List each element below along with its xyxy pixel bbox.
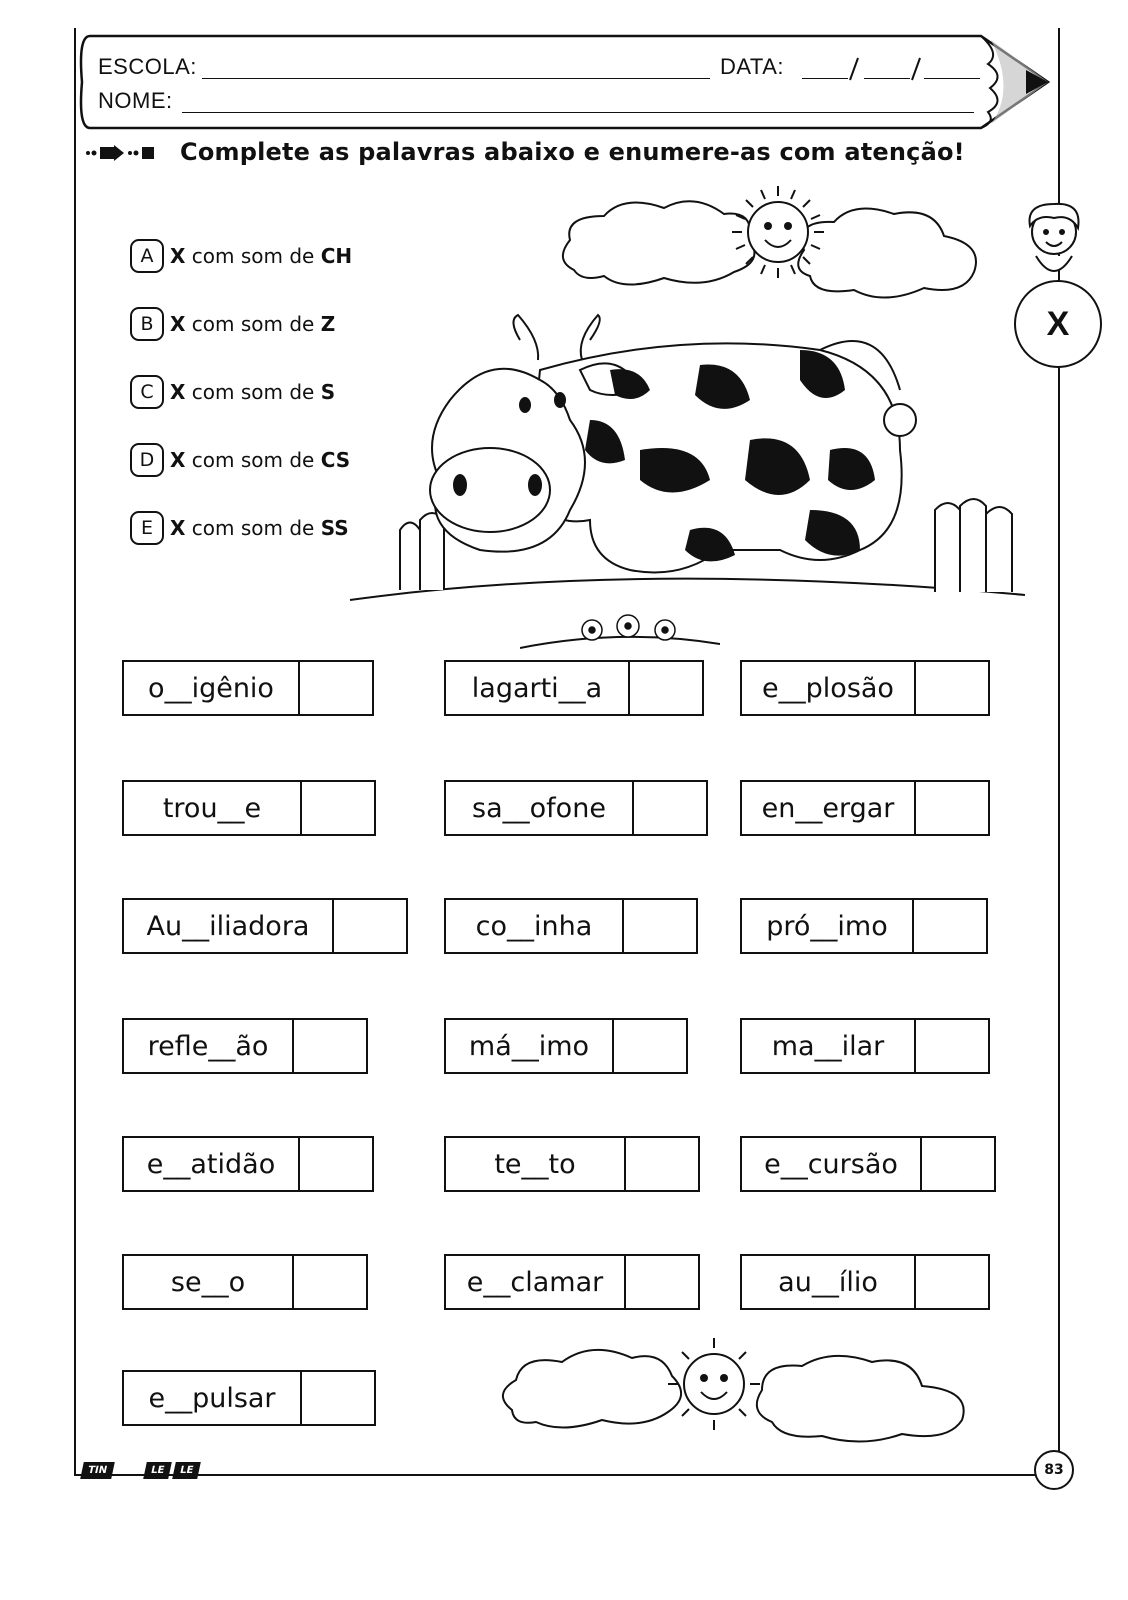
word-text: e__plosão [762,672,894,704]
answer-field[interactable] [300,1372,374,1424]
legend-sound: CS [320,448,351,472]
answer-field[interactable] [622,900,696,952]
word-box [740,1254,990,1310]
word-box [740,660,990,716]
word-text: refle__ão [147,1030,269,1062]
word-box [444,660,704,716]
legend-item-a [130,236,352,276]
arrow-bullet-icon [84,143,156,163]
legend-prefix: X [170,516,186,540]
school-label: ESCOLA: [98,54,197,79]
legend-prefix: X [170,448,186,472]
publisher-part: LE [172,1462,201,1479]
word-box [122,1018,368,1074]
word-box [740,780,990,836]
legend-phrase: com som de [191,380,315,404]
word-text: sa__ofone [472,792,606,824]
publisher-part: LE [143,1462,172,1479]
legend-letter: C [130,375,164,409]
answer-field[interactable] [332,900,406,952]
answer-field[interactable] [298,1138,372,1190]
answer-field[interactable] [632,782,706,834]
answer-field[interactable] [914,662,988,714]
answer-field[interactable] [292,1256,366,1308]
name-label: NOME: [98,88,173,113]
legend-prefix: X [170,380,186,404]
publisher-logo [82,1462,199,1479]
legend-letter: A [130,239,164,273]
legend-prefix: X [170,312,186,336]
legend-item-d [130,440,350,480]
answer-field[interactable] [914,1020,988,1072]
publisher-part: TIN [80,1462,115,1479]
word-text: e__clamar [466,1266,604,1298]
word-box [444,898,698,954]
answer-field[interactable] [624,1256,698,1308]
legend-item-b [130,304,335,344]
word-box [122,1136,374,1192]
answer-field[interactable] [914,1256,988,1308]
word-box [444,1136,700,1192]
word-text: pró__imo [766,910,888,942]
word-text: ma__ilar [771,1030,885,1062]
date-day-field[interactable] [802,78,848,79]
word-text: má__imo [468,1030,590,1062]
answer-field[interactable] [920,1138,994,1190]
legend-phrase: com som de [191,244,315,268]
legend-letter: E [130,511,164,545]
legend-sound: Z [320,312,336,336]
legend-sound: SS [320,516,349,540]
answer-field[interactable] [628,662,702,714]
word-box [444,1254,700,1310]
legend-item-e [130,508,349,548]
word-text: e__pulsar [148,1382,276,1414]
instruction-text: Complete as palavras abaixo e enumere-as com atenção! [180,138,965,166]
word-text: co__inha [475,910,593,942]
legend-item-c [130,372,335,412]
word-box [740,1018,990,1074]
word-text: e__cursão [764,1148,898,1180]
word-text: e__atidão [146,1148,276,1180]
word-box [122,660,374,716]
word-box [444,780,708,836]
word-text: lagarti__a [471,672,603,704]
legend-phrase: com som de [191,448,315,472]
flowers-illustration [520,608,720,652]
answer-field[interactable] [300,782,374,834]
word-box [444,1018,688,1074]
bottom-cloud-sun-illustration [492,1330,992,1450]
word-box [740,1136,996,1192]
word-box [122,898,408,954]
kid-mascot-icon [1016,196,1092,286]
answer-field[interactable] [624,1138,698,1190]
word-text: en__ergar [761,792,895,824]
page-number: 83 [1034,1450,1074,1490]
school-field[interactable] [202,78,710,79]
word-text: au__ílio [778,1266,878,1298]
letter-badge: X [1014,280,1102,368]
word-text: se__o [170,1266,246,1298]
cloud-sun-illustration [554,180,994,310]
word-text: o__igênio [148,672,274,704]
legend-prefix: X [170,244,186,268]
date-label: DATA: [720,54,785,79]
word-text: trou__e [162,792,262,824]
legend-sound: S [320,380,336,404]
answer-field[interactable] [914,782,988,834]
word-box [122,1254,368,1310]
answer-field[interactable] [292,1020,366,1072]
legend-letter: B [130,307,164,341]
word-text: Au__iliadora [146,910,310,942]
legend-sound: CH [320,244,353,268]
legend-phrase: com som de [191,312,315,336]
name-field[interactable] [182,112,974,113]
answer-field[interactable] [612,1020,686,1072]
word-box [122,780,376,836]
legend-letter: D [130,443,164,477]
answer-field[interactable] [912,900,986,952]
word-box [740,898,988,954]
pencil-header [76,30,1056,136]
word-text: te__to [494,1148,576,1180]
sun-icon [668,1338,760,1430]
legend-phrase: com som de [191,516,315,540]
date-slashes [846,56,936,82]
answer-field[interactable] [298,662,372,714]
word-box [122,1370,376,1426]
